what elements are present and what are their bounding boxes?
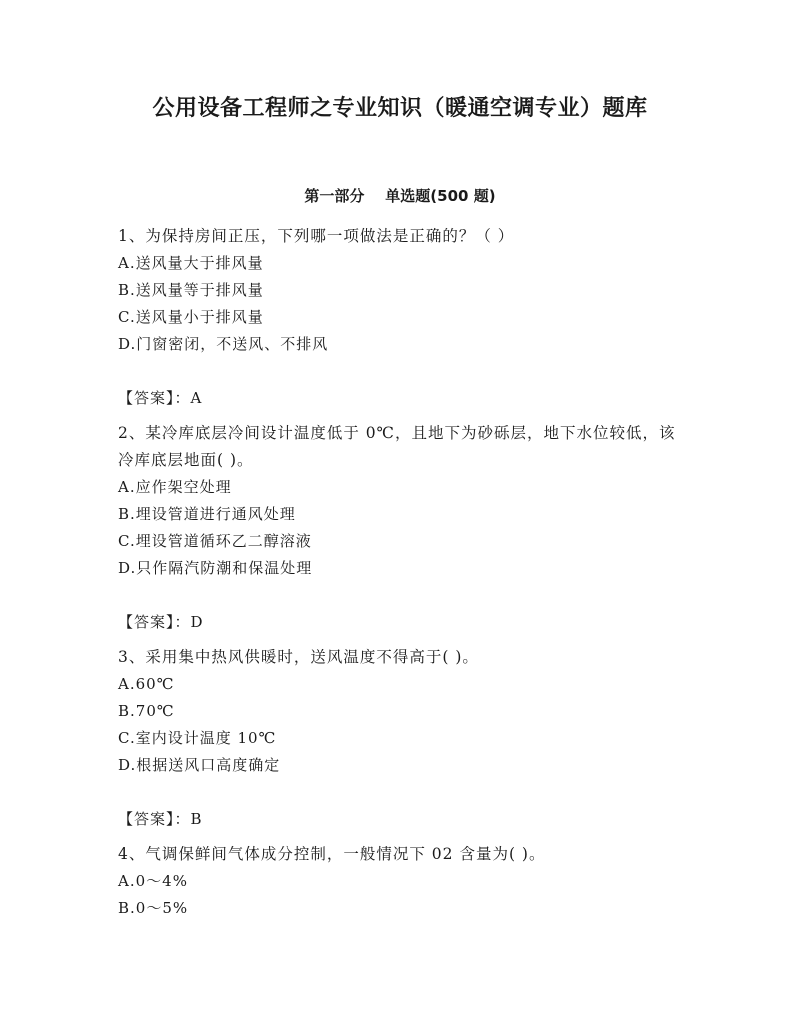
question-list	[118, 223, 688, 922]
question-stem: 1、为保持房间正压，下列哪一项做法是正确的？（ ）	[118, 227, 515, 245]
option-c: C.送风量小于排风量	[118, 308, 264, 326]
option-d: D.根据送风口高度确定	[118, 756, 281, 774]
answer-line: 【答案】：B	[118, 810, 203, 828]
option-a: A.送风量大于排风量	[118, 254, 264, 272]
question-stem: 4、气调保鲜间气体成分控制，一般情况下 02 含量为( )。	[118, 845, 546, 863]
option-a: A.60℃	[118, 675, 175, 693]
section-heading: 第一部分 单选题(500 题)	[304, 187, 496, 205]
question-stem: 2、某冷库底层冷间设计温度低于 0℃，且地下为砂砾层，地下水位较低，该冷库底层地面( )。	[118, 424, 676, 469]
answer-line: 【答案】：D	[118, 613, 204, 631]
question-3	[118, 644, 688, 833]
option-b: B.0～5%	[118, 899, 189, 917]
question-1	[118, 223, 688, 412]
page-title: 公用设备工程师之专业知识（暖通空调专业）题库	[152, 96, 648, 121]
option-b: B.送风量等于排风量	[118, 281, 264, 299]
answer-line: 【答案】：A	[118, 389, 203, 407]
question-2	[118, 420, 688, 636]
option-b: B.埋设管道进行通风处理	[118, 505, 296, 523]
question-4	[118, 841, 688, 922]
option-c: C.室内设计温度 10℃	[118, 729, 277, 747]
option-d: D.只作隔汽防潮和保温处理	[118, 559, 313, 577]
option-a: A.应作架空处理	[118, 478, 232, 496]
option-a: A.0～4%	[118, 872, 188, 890]
option-d: D.门窗密闭，不送风、不排风	[118, 335, 329, 353]
option-c: C.埋设管道循环乙二醇溶液	[118, 532, 312, 550]
option-b: B.70℃	[118, 702, 175, 720]
question-stem: 3、采用集中热风供暖时，送风温度不得高于( )。	[118, 648, 479, 666]
